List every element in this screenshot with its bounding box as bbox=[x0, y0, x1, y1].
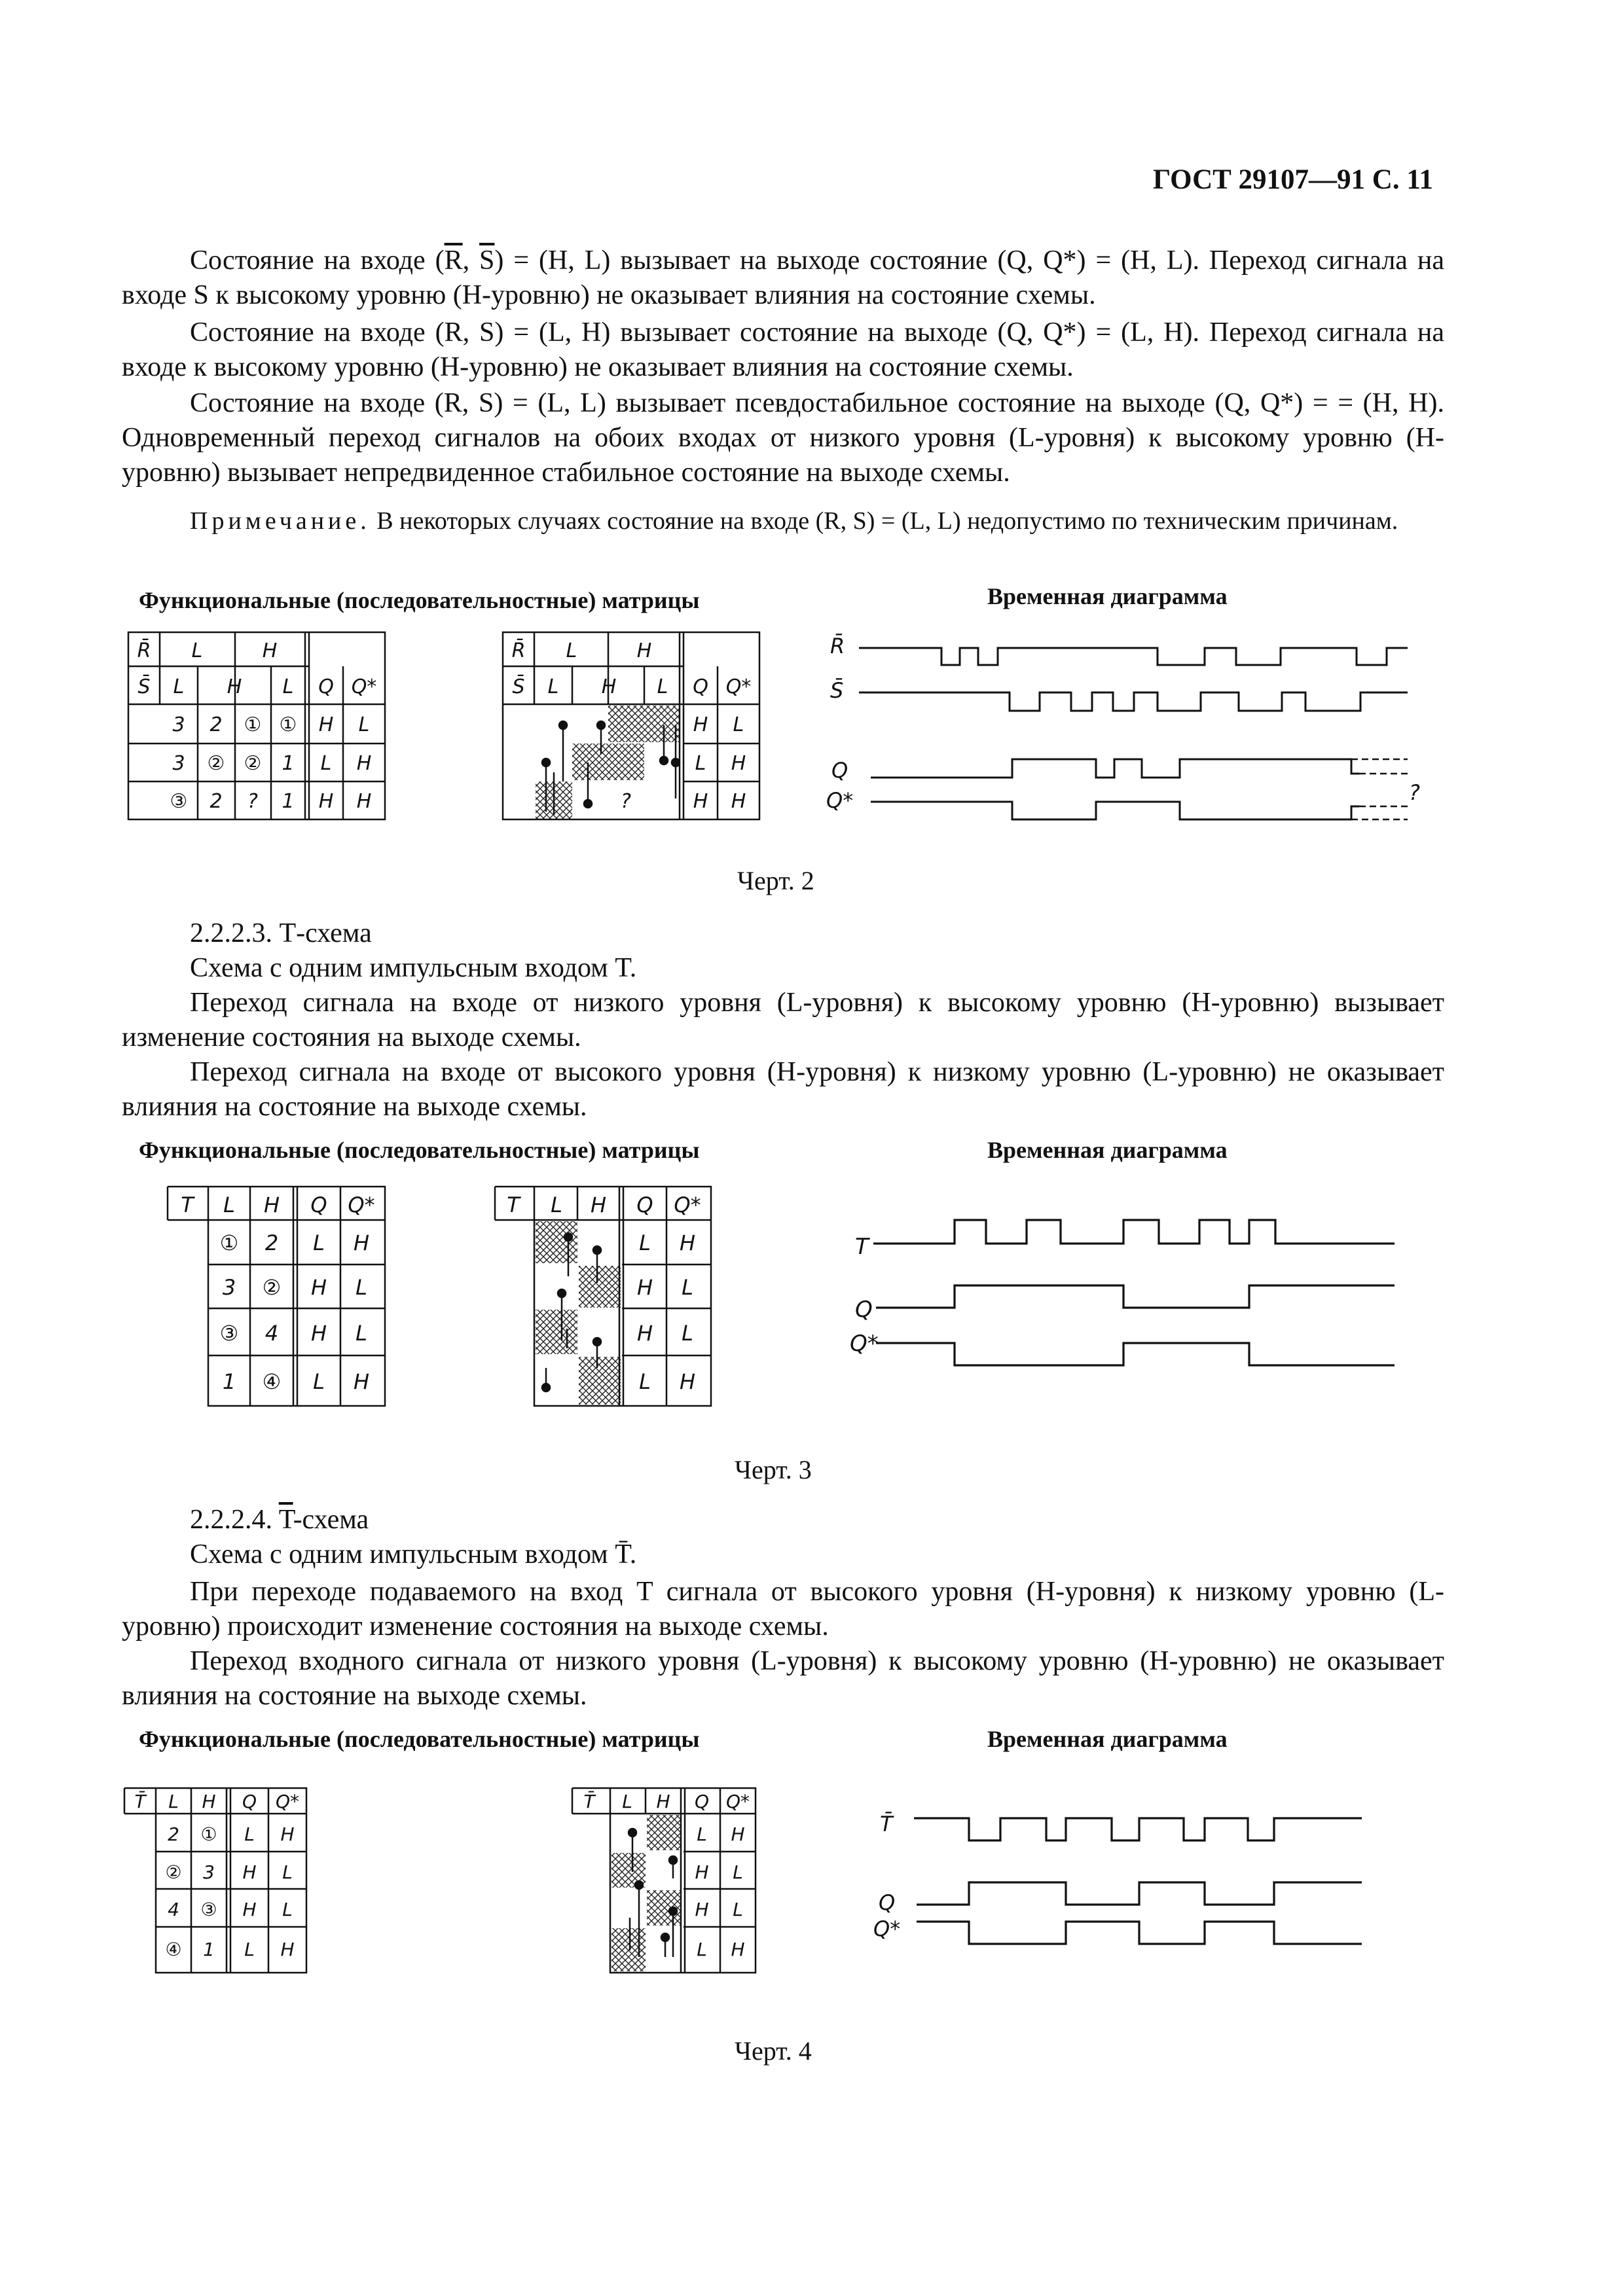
t2a-r3c2: 2 bbox=[210, 790, 223, 813]
para1-r-bar: $\overline{R}$ bbox=[444, 245, 463, 276]
t3a-r4l: 1 bbox=[222, 1369, 236, 1394]
t4b-h-q: Q bbox=[694, 1791, 710, 1812]
t3a-r2h: ② bbox=[262, 1275, 282, 1300]
t4b-r4qs: H bbox=[731, 1939, 745, 1960]
sec3-p3: Переход входного сигнала от низкого уровня (L-уровня) к высокому уровню (H-уровню) не оказывает влияния на состояние на выходе схемы. bbox=[122, 1646, 1444, 1711]
t2a-r1q: H bbox=[318, 713, 334, 736]
sec2-timing-title: Временная диаграмма bbox=[987, 1137, 1228, 1163]
sig-tbar-qstar-label: Q* bbox=[873, 1916, 901, 1941]
t2a-r3c4: 1 bbox=[282, 790, 295, 813]
para1-text-b: ) = (H, L) вызывает на выходе состояние (Q, Q*) = (H, L). Переход сигнала на входе S к высокому уровню (H-уровню) не оказывает влияния на состояние схемы. bbox=[122, 245, 1444, 310]
t4a-r1q: L bbox=[244, 1823, 255, 1845]
sec3-p2: При переходе подаваемого на вход T сигнала от высокого уровня (H-уровня) к низкому уровню (L-уровню) происходит изменение состояния на выходе схемы. bbox=[122, 1577, 1444, 1641]
t2b-h2-l2: L bbox=[657, 675, 668, 698]
t4a-r3h: ③ bbox=[200, 1899, 217, 1920]
sec2-number: 2.2.2.3. Т-схема bbox=[190, 918, 372, 948]
t3a-h-qs: Q* bbox=[348, 1193, 375, 1217]
t3b-h-qs: Q* bbox=[674, 1193, 701, 1217]
sig-rbar-label: R̄ bbox=[830, 634, 845, 658]
t3a-h-l: L bbox=[223, 1193, 235, 1217]
t2b-h2-q: Q bbox=[693, 675, 708, 698]
sec1-matrix-title: Функциональные (последовательностные) матрицы bbox=[139, 587, 700, 613]
t2a-h2-qs: Q* bbox=[351, 675, 377, 698]
caption-fig3: Черт. 3 bbox=[735, 1455, 812, 1484]
t3b-h-q: Q bbox=[636, 1193, 653, 1217]
t3a-r1l: ① bbox=[219, 1230, 239, 1255]
t4a-h-qs: Q* bbox=[275, 1791, 300, 1812]
sec3-num-post: -схема bbox=[293, 1505, 369, 1535]
t2a-r3q: H bbox=[318, 790, 334, 813]
t4b-r2q: H bbox=[695, 1861, 709, 1883]
sig-tbar-qstar-wave bbox=[917, 1922, 1362, 1944]
paragraph-rs-ll: Состояние на входе (R, S) = (L, L) вызывает псевдостабильное состояние на выходе (Q, Q*) = = (H, H). Одновременный переход сигналов на обоих входах от низкого уровня (L-уровня) к высокому уровню (H-уровню) вызывает непредвиденное стабильное состояние на выходе схемы. bbox=[122, 388, 1444, 488]
t2a-r2q: L bbox=[320, 752, 332, 775]
t4a-r3qs: L bbox=[282, 1899, 293, 1920]
sig-qstar-label: Q* bbox=[826, 788, 854, 813]
t2b-h-h: H bbox=[636, 639, 652, 662]
t3b-r3qs: L bbox=[682, 1321, 693, 1346]
t2a-h-sbar: S̄ bbox=[137, 675, 151, 698]
t3a-r2l: 3 bbox=[222, 1275, 236, 1300]
paragraph-rs-lh: Состояние на входе (R, S) = (L, H) вызывает состояние на выходе (Q, Q*) = (L, H). Переход сигнала на входе к высокому уровню (H-уровню) не оказывает влияния на состояние схемы. bbox=[122, 317, 1444, 382]
note-label: Примечание. bbox=[190, 507, 371, 535]
sig-tbar-q-wave bbox=[917, 1882, 1362, 1905]
t3a-r4q: L bbox=[313, 1369, 325, 1394]
t4a-r1l: 2 bbox=[168, 1823, 179, 1845]
t3a-r1q: L bbox=[313, 1230, 325, 1255]
sig-tbar-wave bbox=[914, 1818, 1362, 1840]
t2a-r3c3: ? bbox=[247, 790, 258, 813]
t3a-r4qs: H bbox=[353, 1369, 370, 1394]
sec2-p3: Переход сигнала на входе от высокого уровня (H-уровня) к низкому уровню (L-уровню) не оказывает влияния на состояние на выходе схемы. bbox=[122, 1057, 1444, 1122]
t3a-r3h: 4 bbox=[264, 1321, 279, 1346]
t3a-r1h: 2 bbox=[264, 1230, 279, 1255]
t4a-h-l: L bbox=[168, 1791, 179, 1812]
t2a-r2c2: ② bbox=[207, 752, 225, 775]
t4b-r3q: H bbox=[695, 1899, 709, 1920]
sig-t-qstar-label: Q* bbox=[850, 1331, 879, 1357]
t4a-r4l: ④ bbox=[165, 1939, 182, 1960]
para1-text-a: Состояние на входе ( bbox=[190, 245, 445, 276]
sec3-num-tbar: $\overline{T}$ bbox=[278, 1505, 293, 1535]
t4a-r2qs: L bbox=[282, 1861, 293, 1883]
t4b-h-l: L bbox=[622, 1791, 632, 1812]
sig-tbar-q-label: Q bbox=[879, 1890, 896, 1915]
sec3-timing-title: Временная диаграмма bbox=[987, 1726, 1228, 1752]
t4a-h-tbar: T̄ bbox=[134, 1791, 146, 1812]
t4a-h-h: H bbox=[202, 1791, 216, 1812]
sec3-p1: Схема с одним импульсным входом T̄. bbox=[190, 1539, 637, 1570]
t2a-h2-l2: L bbox=[282, 675, 294, 698]
t2a-r2qs: H bbox=[356, 752, 372, 775]
t3b-r1qs: H bbox=[679, 1230, 696, 1255]
t3a-r1qs: H bbox=[353, 1230, 370, 1255]
t2a-r1c4: ① bbox=[279, 713, 297, 736]
t4b-h-tbar: T̄ bbox=[583, 1791, 595, 1812]
t4a-r3l: 4 bbox=[168, 1899, 179, 1920]
t2a-h-h: H bbox=[262, 639, 278, 662]
t4a-r4q: L bbox=[244, 1939, 255, 1960]
t3a-r4h: ④ bbox=[262, 1369, 282, 1394]
t2a-r3c1: ③ bbox=[170, 790, 188, 813]
t4a-r3q: H bbox=[242, 1899, 257, 1920]
t3b-r2q: H bbox=[636, 1275, 653, 1300]
t2a-r1qs: L bbox=[358, 713, 370, 736]
t3a-r3qs: L bbox=[356, 1321, 367, 1346]
t3b-r1q: L bbox=[639, 1230, 651, 1255]
sig-sbar-label: S̄ bbox=[830, 678, 844, 703]
t2a-r2c4: 1 bbox=[282, 752, 295, 775]
t2b-h-sbar: S̄ bbox=[512, 675, 525, 698]
sec1-timing-title: Временная диаграмма bbox=[987, 583, 1228, 609]
t2b-r1qs: L bbox=[733, 713, 744, 736]
sec2-matrix-title: Функциональные (последовательностные) матрицы bbox=[139, 1137, 700, 1163]
sig-q-label: Q bbox=[831, 758, 848, 783]
t4a-r4qs: H bbox=[280, 1939, 295, 1960]
t2b-r1q: H bbox=[693, 713, 708, 736]
sec3-num-pre: 2.2.2.4. bbox=[190, 1505, 279, 1535]
t2a-r1c1: 3 bbox=[172, 713, 185, 736]
t2b-h2-qs: Q* bbox=[725, 675, 752, 698]
t2a-r2c1: 3 bbox=[172, 752, 185, 775]
t4b-r4q: L bbox=[697, 1939, 707, 1960]
t3a-h-t: T bbox=[181, 1193, 194, 1217]
sec2-p1: Схема с одним импульсным входом T. bbox=[190, 953, 637, 983]
para1-s-bar: $\overline{S}$ bbox=[479, 245, 495, 276]
t2b-r3qs: H bbox=[731, 790, 746, 813]
t3a-h-q: Q bbox=[310, 1193, 327, 1217]
para1-sep: , bbox=[462, 245, 480, 276]
t4a-r2h: 3 bbox=[203, 1861, 215, 1883]
t2a-r1c2: 2 bbox=[210, 713, 223, 736]
t4b-r1q: L bbox=[697, 1823, 707, 1845]
t4a-r2q: H bbox=[242, 1861, 257, 1883]
sig-tbar-label: T̄ bbox=[880, 1812, 893, 1837]
t2a-r2c3: ② bbox=[244, 752, 262, 775]
t4a-r1qs: H bbox=[280, 1823, 295, 1845]
t3a-h-h: H bbox=[263, 1193, 280, 1217]
t3b-h-l: L bbox=[551, 1193, 562, 1217]
t2b-r2q: L bbox=[695, 752, 706, 775]
t4a-r2l: ② bbox=[165, 1861, 182, 1883]
t2b-h2-h: H bbox=[601, 675, 617, 698]
t2b-r2qs: H bbox=[731, 752, 746, 775]
t3a-r2qs: L bbox=[356, 1275, 367, 1300]
t2b-h2-l: L bbox=[547, 675, 559, 698]
t2b-r3-question: ? bbox=[621, 790, 631, 813]
t3b-r3q: H bbox=[636, 1321, 653, 1346]
t4a-r1h: ① bbox=[200, 1823, 217, 1845]
caption-fig4: Черт. 4 bbox=[735, 2036, 812, 2066]
t2a-h2-l: L bbox=[173, 675, 185, 698]
t4b-r2qs: L bbox=[733, 1861, 743, 1883]
t2b-h-rbar: R̄ bbox=[511, 639, 526, 662]
t3b-r4q: L bbox=[639, 1369, 651, 1394]
t2a-h-rbar: R̄ bbox=[137, 639, 151, 662]
t2b-h-l: L bbox=[566, 639, 577, 662]
t3a-r3q: H bbox=[310, 1321, 327, 1346]
t3b-r4qs: H bbox=[679, 1369, 696, 1394]
t2a-h-l: L bbox=[191, 639, 203, 662]
sig-question-mark: ? bbox=[1409, 780, 1420, 805]
sec3-matrix-title: Функциональные (последовательностные) матрицы bbox=[139, 1726, 700, 1752]
sig-t-q-label: Q bbox=[855, 1297, 873, 1323]
t3a-r3l: ③ bbox=[219, 1321, 239, 1346]
t2a-r3qs: H bbox=[356, 790, 372, 813]
t2a-h2-q: Q bbox=[318, 675, 334, 698]
t4b-h-qs: Q* bbox=[725, 1791, 750, 1812]
note-text: В некоторых случаях состояние на входе (R, S) = (L, L) недопустимо по техническим причинам. bbox=[370, 507, 1398, 535]
page-header: ГОСТ 29107—91 С. 11 bbox=[1152, 164, 1433, 195]
sec2-p2: Переход сигнала на входе от низкого уровня (L-уровня) к высокому уровню (H-уровню) вызывает изменение состояния на выходе схемы. bbox=[122, 988, 1444, 1052]
t4a-r4h: 1 bbox=[203, 1939, 215, 1960]
t3a-r2q: H bbox=[310, 1275, 327, 1300]
t2b-r3q: H bbox=[693, 790, 708, 813]
sig-t-label: T bbox=[855, 1234, 869, 1260]
t4a-h-q: Q bbox=[242, 1791, 257, 1812]
t2a-r1c3: ① bbox=[244, 713, 262, 736]
t3b-r2qs: L bbox=[682, 1275, 693, 1300]
caption-fig2: Черт. 2 bbox=[737, 866, 814, 895]
t4b-r1qs: H bbox=[731, 1823, 745, 1845]
t4b-h-h: H bbox=[656, 1791, 670, 1812]
t2a-h2-h: H bbox=[227, 675, 242, 698]
t4b-r3qs: L bbox=[733, 1899, 743, 1920]
t3b-h-h: H bbox=[590, 1193, 607, 1217]
t3b-h-t: T bbox=[507, 1193, 520, 1217]
